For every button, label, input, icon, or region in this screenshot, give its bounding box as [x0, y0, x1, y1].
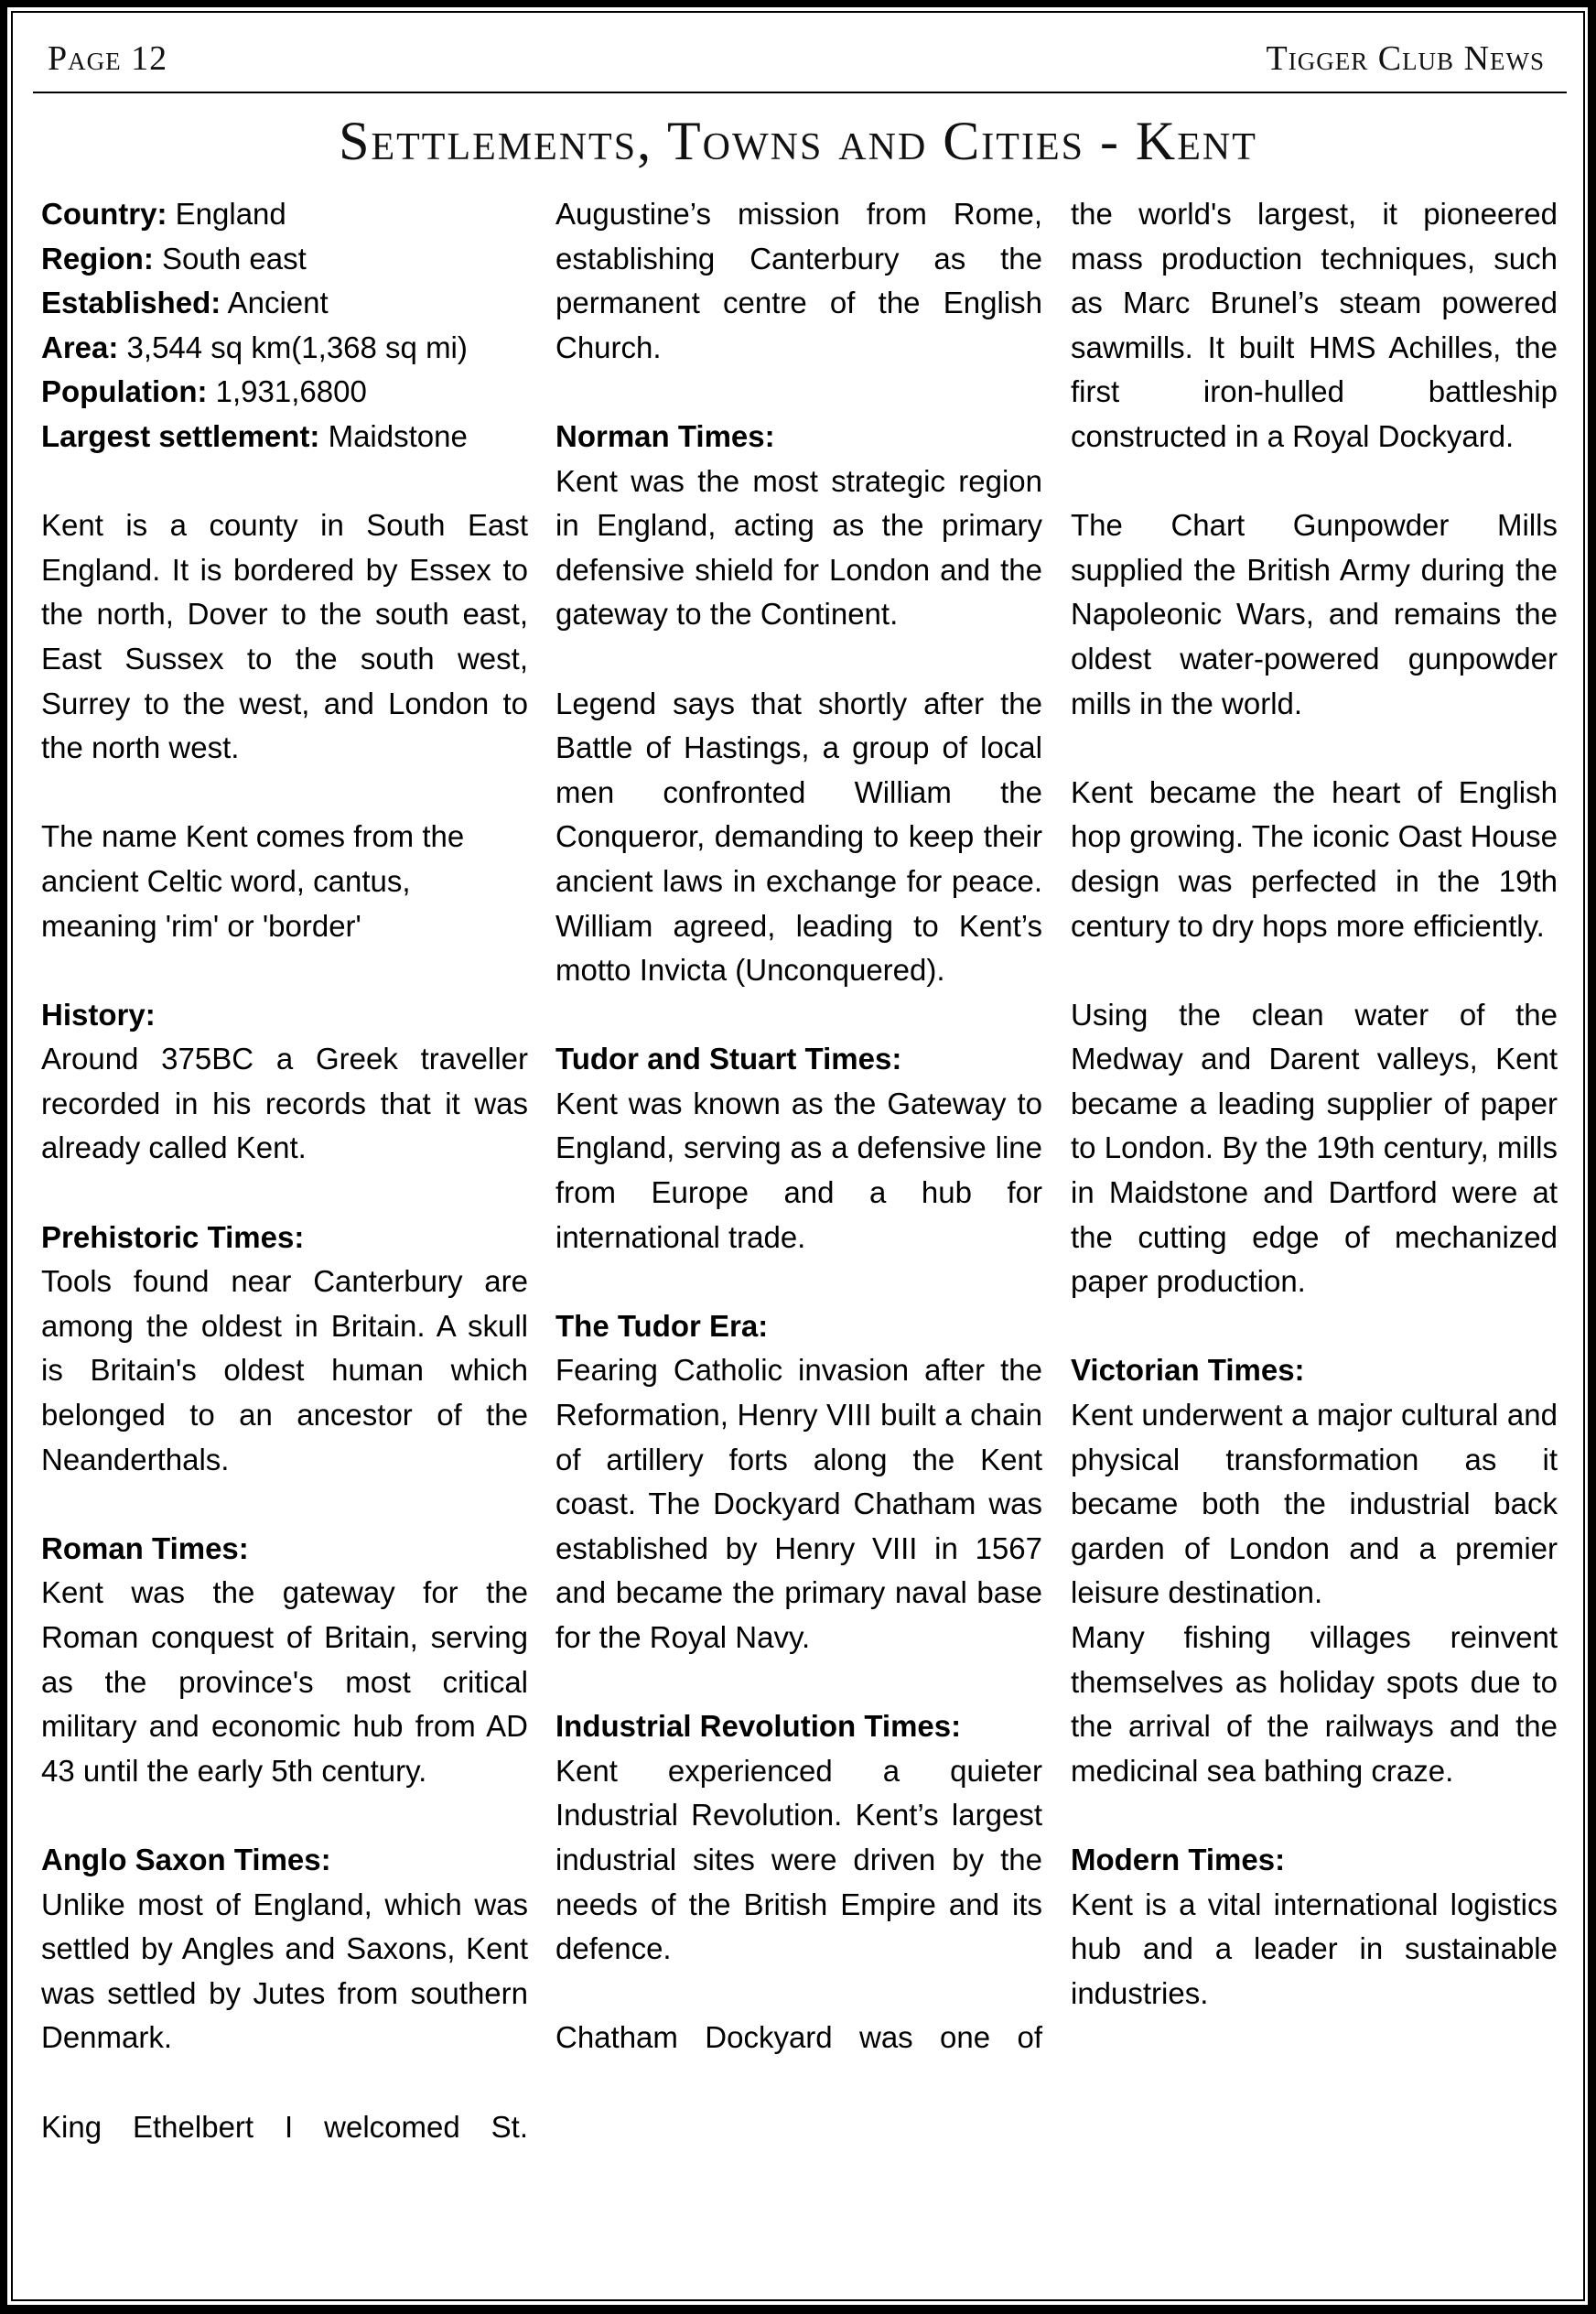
fact-label: Area: [41, 330, 119, 364]
section-heading-victorian: Victorian Times: [1071, 1353, 1305, 1388]
section-paragraph: Unlike most of England, which was settled by Angles and Saxons, Kent was settled by Jutes from southern Denmark. [41, 1887, 528, 2055]
section-paragraph-continued: King Ethelbert I welcomed St. [41, 2109, 528, 2144]
section-paragraph: Kent underwent a major cultural and physical transformation as it became both the industrial back garden of London and a premier leisure destination. [1071, 1398, 1558, 1610]
fact-label: Population: [41, 374, 208, 409]
section-heading-tudor-era: The Tudor Era: [555, 1308, 769, 1343]
section-paragraph: The Chart Gunpowder Mills supplied the British Army during the Napoleonic Wars, and remains the oldest water-powered gunpowder mills in the world. [1071, 508, 1558, 720]
spacer [555, 370, 1042, 415]
spacer [41, 771, 528, 816]
spacer [41, 1793, 528, 1838]
section-paragraph: Many fishing villages reinvent themselves as holiday spots due to the arrival of the railways and the medicinal sea bathing craze. [1071, 1620, 1558, 1788]
section-paragraph: Kent became the heart of English hop growing. The iconic Oast House design was perfected in the 19th century to dry hops more efficiently. [1071, 774, 1558, 943]
column-3 [1071, 192, 1558, 2016]
spacer [41, 948, 528, 993]
section-paragraph: Using the clean water of the Medway and Darent valleys, Kent became a leading supplier of paper to London. By the 19th century, mills in Maidstone and Dartford were at the cutting edge of mechanized paper production. [1071, 997, 1558, 1299]
spacer [555, 993, 1042, 1038]
section-paragraph-continuation: the world's largest, it pioneered mass production techniques, such as Marc Brunel’s steam powered sawmills. It built HMS Achilles, the first iron-hulled battleship constructed in a Royal Dockyard. [1071, 197, 1558, 453]
section-paragraph: Fearing Catholic invasion after the Reformation, Henry VIII built a chain of artillery forts along the Kent coast. The Dockyard Chatham was established by Henry VIII in 1567 and became the primary naval base for the Royal Navy. [555, 1353, 1042, 1654]
header-rule [33, 92, 1567, 93]
column-2 [555, 192, 1042, 2060]
fact-value: 1,931,6800 [215, 374, 367, 409]
spacer [41, 1171, 528, 1216]
section-heading-tudor-stuart: Tudor and Stuart Times: [555, 1042, 902, 1076]
spacer [41, 2060, 528, 2105]
fact-population [41, 370, 528, 415]
fact-box [41, 192, 528, 460]
fact-region [41, 237, 528, 282]
section-paragraph: Kent is a vital international logistics hub and a leader in sustainable industries. [1071, 1887, 1558, 2010]
section-heading-history: History: [41, 997, 156, 1032]
section-heading-prehistoric: Prehistoric Times: [41, 1219, 305, 1254]
section-paragraph-continuation: Augustine’s mission from Rome, establishing Canterbury as the permanent centre of the English Church. [555, 197, 1042, 364]
page-number: Page 12 [48, 39, 168, 78]
section-paragraph: Legend says that shortly after the Battle of Hastings, a group of local men confronted William the Conqueror, demanding to keep their ancient laws in exchange for peace. William agreed, leading to Kent’s motto Invicta (Unconquered). [555, 686, 1042, 988]
fact-label: Country: [41, 197, 167, 231]
intro-paragraph: The name Kent comes from the ancient Celtic word, cantus, meaning 'rim' or 'border' [41, 819, 465, 943]
spacer [555, 637, 1042, 682]
fact-label: Region: [41, 241, 154, 276]
section-heading-industrial: Industrial Revolution Times: [555, 1709, 962, 1744]
fact-largest-settlement [41, 415, 528, 460]
spacer [1071, 1793, 1558, 1838]
fact-area [41, 326, 528, 371]
spacer [1071, 1304, 1558, 1349]
fact-value: 3,544 sq km(1,368 sq mi) [126, 330, 468, 364]
article-title: Settlements, Towns and Cities - Kent [339, 111, 1257, 171]
section-heading-modern: Modern Times: [1071, 1842, 1286, 1876]
column-1 [41, 192, 528, 2149]
fact-value: Ancient [227, 286, 329, 320]
fact-value: South east [162, 241, 307, 276]
section-heading-anglo-saxon: Anglo Saxon Times: [41, 1842, 331, 1876]
fact-value: Maidstone [328, 418, 468, 453]
fact-label: Largest settlement: [41, 418, 320, 453]
section-paragraph: Kent was the gateway for the Roman conquest of Britain, serving as the province's most critical military and economic hub from AD 43 until the early 5th century. [41, 1575, 528, 1788]
section-paragraph: Kent was known as the Gateway to England, serving as a defensive line from Europe and a hub for international trade. [555, 1086, 1042, 1254]
publication-name: Tigger Club News [1266, 39, 1545, 78]
spacer [555, 1660, 1042, 1705]
section-heading-roman: Roman Times: [41, 1530, 249, 1565]
spacer [1071, 948, 1558, 993]
section-paragraph: Around 375BC a Greek traveller recorded in his records that it was already called Kent. [41, 1042, 528, 1165]
fact-country [41, 192, 528, 237]
intro-paragraph: Kent is a county in South East England. It is bordered by Essex to the north, Dover to the south east, East Sussex to the south west, Surrey to the west, and London to the north west. [41, 508, 528, 765]
spacer [1071, 460, 1558, 504]
spacer [555, 1972, 1042, 2017]
section-paragraph: Kent experienced a quieter Industrial Revolution. Kent’s largest industrial sites were driven by the needs of the British Empire and its defence. [555, 1753, 1042, 1966]
section-heading-norman: Norman Times: [555, 418, 775, 453]
section-paragraph: Kent was the most strategic region in England, acting as the primary defensive shield for London and the gateway to the Continent. [555, 463, 1042, 632]
spacer [41, 1482, 528, 1527]
section-paragraph: Tools found near Canterbury are among the oldest in Britain. A skull is Britain's oldest human which belonged to an ancestor of the Neanderthals. [41, 1264, 528, 1476]
section-paragraph-continued: Chatham Dockyard was one of [555, 2020, 1042, 2055]
fact-value: England [175, 197, 286, 231]
fact-label: Established: [41, 286, 221, 320]
spacer [555, 1260, 1042, 1304]
spacer [1071, 726, 1558, 771]
spacer [41, 460, 528, 504]
fact-established [41, 281, 528, 326]
